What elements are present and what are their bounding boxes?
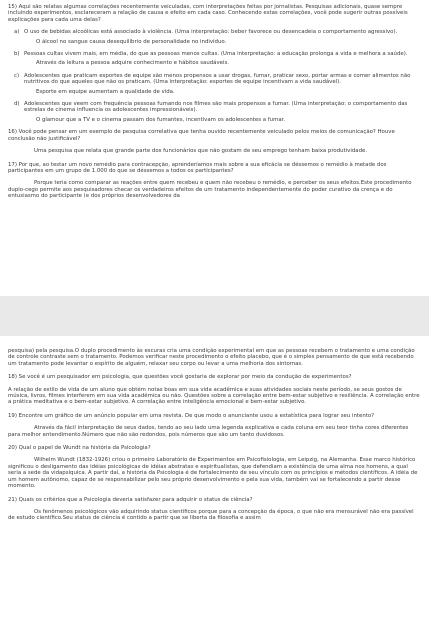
question-15-answer-d: O glamour que a TV e o cinema passam dos fumantes, incentivam os adolescentes a fumar.: [36, 116, 286, 123]
question-21-prompt: 21) Quais os critérios que a Psicologia deveria satisfazer para adquirir o status de ciência?: [8, 496, 253, 503]
item-label: a): [14, 29, 20, 36]
item-text: Adolescentes que praticam esportes de equipe são menos propensos a usar drogas, fumar, praticar sexo, portar armas e comer alimentos não nutritivos do que aqueles que não os praticam. (Uma interpretação: esportes de equipe incentivam a vida saudável).: [24, 72, 411, 86]
question-19-answer: Através da fácil interpretação de seus dados, tendo ao seu lado uma legenda explicativa e cada coluna em seu teor tinha cores diferentes para melhor entendimento.Número que não são redondos, pois números que são um tanto duvidosos.: [8, 425, 409, 438]
question-17-answer-continued: pesquisa) pela pesquisa.O duplo procedimento às escuras cria uma condição experimental em que as pessoas recebem o tratamento e uma condição de controle contraste sem o tratamento. Podemos verificar neste procedimento o efeito placebo, que é o simples pensamento de que está recebendo um tratamento pode levantar o espírito de alguém, relaxar seu corpo ou levar a uma melhoria dos sintomas.: [8, 348, 415, 367]
item-label: c): [14, 72, 20, 79]
item-text: O uso de bebidas alcoólicas está associado à violência. (Uma interpretação: beber favorece ou desencadeia o comportamento agressivo).: [24, 29, 398, 36]
question-16-answer: Uma pesquisa que relata que grande parte dos funcionários que não gostam de seu emprego tenham baixa produtividade.: [34, 148, 368, 155]
item-label: b): [14, 51, 20, 58]
item-text: Adolescentes que veem com frequência pessoas fumando nos filmes são mais propensos a fumar. (Uma interpretação: o comportamento das estrelas de cinema influencia os adolescentes impressionáveis).: [24, 101, 408, 114]
question-15-item-c: [8, 73, 421, 86]
question-19-prompt: 19) Encontre um gráfico de um anúncio popular em uma revista. De que modo o anunciante usou a estatística para lograr seu intento?: [8, 412, 375, 419]
question-15-answer-c: Esporte em equipe aumentam a qualidade de vida.: [36, 88, 175, 95]
question-18-prompt: 18) Se você é um pesquisador em psicologia, que questões você gostaria de explorar por meio da condução de experimentos?: [8, 374, 352, 381]
question-17-prompt: 17) Por que, ao testar um novo remédio para contracepção, aprenderíamos mais sobre a sua eficácia se déssemos o remédio à metade dos participantes em um grupo de 1.000 do que se déssemos a todos os participantes?: [8, 161, 387, 174]
question-21-answer: Os fenômenos psicológicos vão adquirindo status científicos porque para a concepção da época, o que não era mensurável não era passível de estudo científico.Seu status de ciência é contido a partir que se liberta da filosofia e assim: [8, 508, 414, 522]
item-text: Pessoas cultas vivem mais, em média, do que as pessoas menos cultas. (Uma interpretação: a educação prolonga a vida e melhora a saúde).: [24, 51, 408, 58]
item-label: d): [14, 101, 20, 108]
question-17-answer: Porque teria como comparar as reações entre quem recebeu e quem não recebeu o remédio, e perceber os seus efeitos.Este procedimento duplo-cego permite aos pesquisadores checar os verdadeiros efeitos de um tratamento independentemente do poder curativo da crença e do entusiasmo do participante (e dos próprios desenvolvedores da: [8, 180, 412, 200]
question-15-item-b: [8, 51, 421, 57]
question-15-item-d: [8, 101, 421, 114]
question-15-answer-a: O álcool no sangue causa desequilíbrio de personalidade no indivíduo.: [36, 38, 227, 45]
question-20-prompt: 20) Qual o papel de Wundt na história da Psicologia?: [8, 445, 151, 452]
question-16-prompt: 16) Você pode pensar em um exemplo de pesquisa correlativa que tenha ouvido recentemente veiculado pelos meios de comunicação? Houve conclusão não justificável?: [8, 129, 395, 142]
page-1: [0, 0, 429, 296]
question-20-answer: Wilhelm Wundt (1832-1926) criou o primeiro Laboratório de Experimentos em Psicofisiologia, em Leipzig, na Alemanha. Esse marco histórico significou o desligamento das idéias psicológicas de idéias abstratas e espiritualistas, que defendiam a existência de uma alma nos homens, a qual seria a sede da vidapsíquica. A partir daí, a história da Psicologia é de fortalecimento de seu vínculo com os princípios e métodos científicos. A idéia de um homem autônomo, capaz de se responsabilizar pelo seu próprio desenvolvimento e pela sua vida, também vai se fortalecendo a partir desse momento.: [8, 457, 418, 490]
question-15-item-a: [8, 29, 421, 35]
question-18-answer: A relação de estilo de vida de um aluno que obtém notas boas em sua vida acadêmica e suas atividades sociais neste período, se seus gostos de música, livros, filmes interferem em sua vida acadêmica ou não. Questões sobre a correlação entre bem-estar subjetivo e resiliência. A correlação entre a prática meditativa e o bem-estar subjetivo. A correlação entre inteligência emocional e bem-estar subjetivo.: [8, 386, 420, 406]
page-2: [0, 336, 429, 640]
question-15-answer-b: Através da leitura a pessoa adquire conhecimento e hábitos saudáveis.: [36, 60, 230, 67]
question-15-prompt: 15) Aqui são relatas algumas correlações recentemente veiculadas, com interpretações feitas por jornalistas. Pesquisas adicionais, quase sempre incluindo experimentos, esclareceram a relação de causa e efeito em cada caso. Conhecendo estas correlações, você pode sugerir outras possíveis explicações para cada uma delas?: [8, 4, 408, 23]
